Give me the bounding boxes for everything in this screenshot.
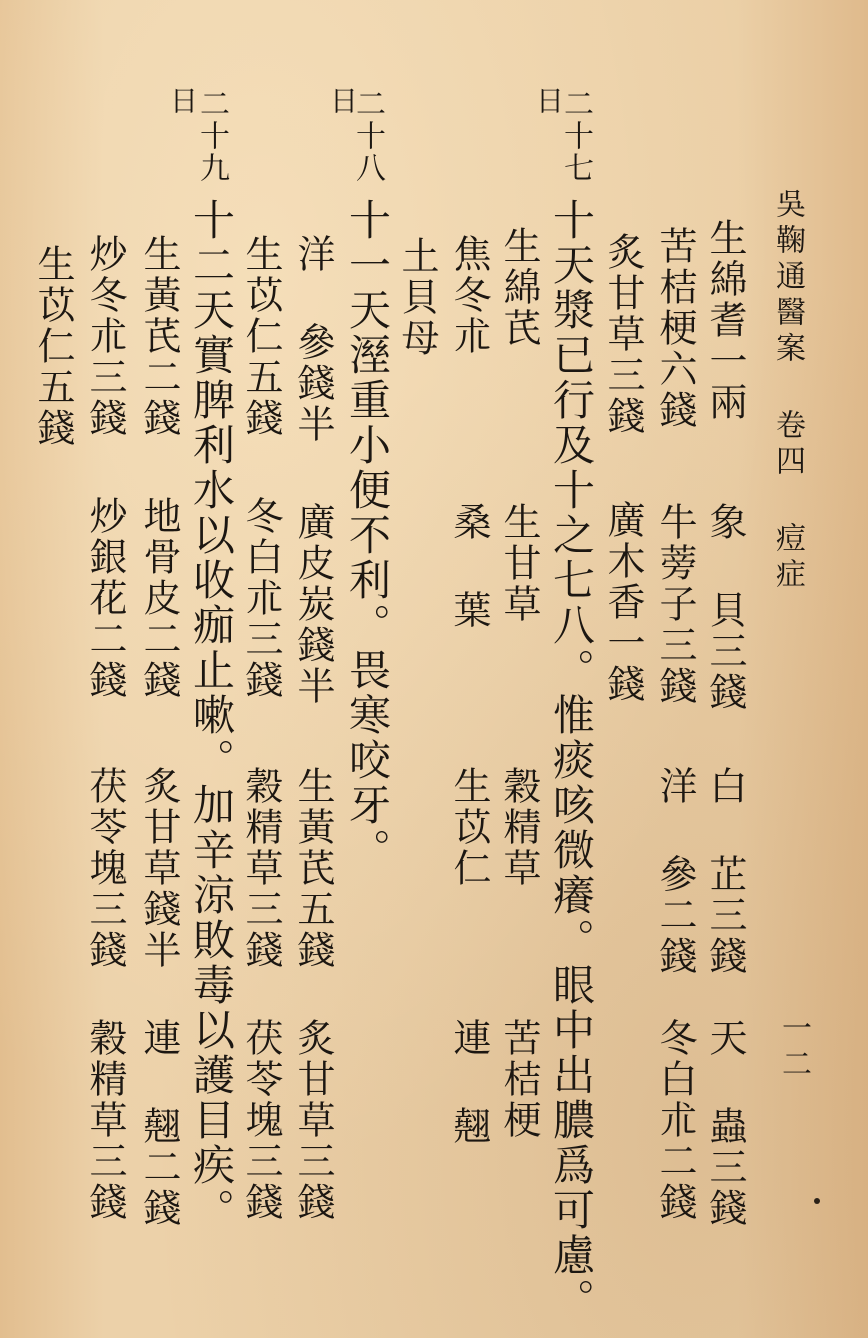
herb-item: 生黃芪二錢 (137, 234, 181, 439)
herb-item: 炙甘草三錢 (291, 1018, 335, 1223)
herb-item: 連 翹二錢 (137, 1018, 181, 1229)
entry-day-mark: 日 (532, 86, 565, 118)
herb-line (601, 232, 645, 437)
herb-line (653, 226, 697, 431)
herb-item: 廣皮炭錢半 (291, 502, 335, 707)
herb-item: 穀精草三錢 (83, 1018, 127, 1223)
herb-item: 牛蒡子三錢 (653, 502, 697, 707)
herb-item: 生甘草 (497, 502, 541, 625)
page-number: 一二 (776, 1012, 811, 1084)
herb-item: 廣木香一錢 (601, 500, 645, 705)
herb-item: 冬白朮三錢 (239, 496, 283, 701)
herb-line (703, 218, 747, 423)
herb-line (601, 500, 645, 705)
herb-item: 地骨皮二錢 (137, 496, 181, 701)
herb-item: 連 翹 (447, 1018, 491, 1147)
entry-date: 二十八 (350, 88, 385, 184)
entry-note: 十一天溼重小便不利。畏寒咬牙。 (343, 198, 392, 873)
herb-item: 冬白朮二錢 (653, 1018, 697, 1223)
herb-item: 洋 參二錢 (653, 766, 697, 977)
ink-speck (814, 1198, 820, 1204)
herb-item: 生苡仁 (447, 766, 491, 889)
herb-item: 苦桔梗 (497, 1018, 541, 1141)
herb-item: 炙甘草三錢 (601, 232, 645, 437)
herb-item: 土貝母 (395, 236, 439, 359)
herb-item: 炒銀花二錢 (83, 496, 127, 701)
entry-note: 十二天實脾利水以收痂止嗽。加辛涼敗毒以護目疾。 (187, 198, 236, 1233)
herb-item: 穀精草三錢 (239, 766, 283, 971)
herb-item: 桑 葉 (447, 502, 491, 631)
herb-item: 天 蟲三錢 (703, 1018, 747, 1229)
herb-item: 焦冬朮 (447, 234, 491, 357)
herb-item: 白 芷三錢 (703, 766, 747, 977)
herb-item: 生黃芪五錢 (291, 766, 335, 971)
herb-line (703, 502, 747, 713)
entry-date: 二十七 (558, 88, 593, 184)
running-head: 吳鞠通醫案 卷四 痘症 (770, 188, 805, 594)
herb-line (653, 1018, 697, 1223)
herb-item: 生綿耆一兩 (703, 218, 747, 423)
herb-item: 生苡仁五錢 (239, 234, 283, 439)
herb-item: 象 貝三錢 (703, 502, 747, 713)
herb-item: 炙甘草錢半 (137, 766, 181, 971)
herb-item: 茯苓塊三錢 (239, 1018, 283, 1223)
entry-date: 二十九 (194, 88, 229, 184)
entry-note: 十天漿已行及十之七八。惟痰咳微癢。眼中出膿爲可慮。 (547, 198, 596, 1323)
herb-item: 生苡仁五錢 (31, 244, 75, 449)
herb-line (653, 766, 697, 977)
herb-item: 生綿芪 (497, 226, 541, 349)
herb-line (703, 1018, 747, 1229)
herb-item: 穀精草 (497, 766, 541, 889)
entry-day-mark: 日 (326, 86, 359, 118)
herb-item: 炒冬朮三錢 (83, 234, 127, 439)
herb-item: 苦桔梗六錢 (653, 226, 697, 431)
herb-line (653, 502, 697, 707)
herb-line (703, 766, 747, 977)
entry-day-mark: 日 (166, 86, 199, 118)
herb-item: 洋 參錢半 (291, 234, 335, 445)
herb-item: 茯苓塊三錢 (83, 766, 127, 971)
